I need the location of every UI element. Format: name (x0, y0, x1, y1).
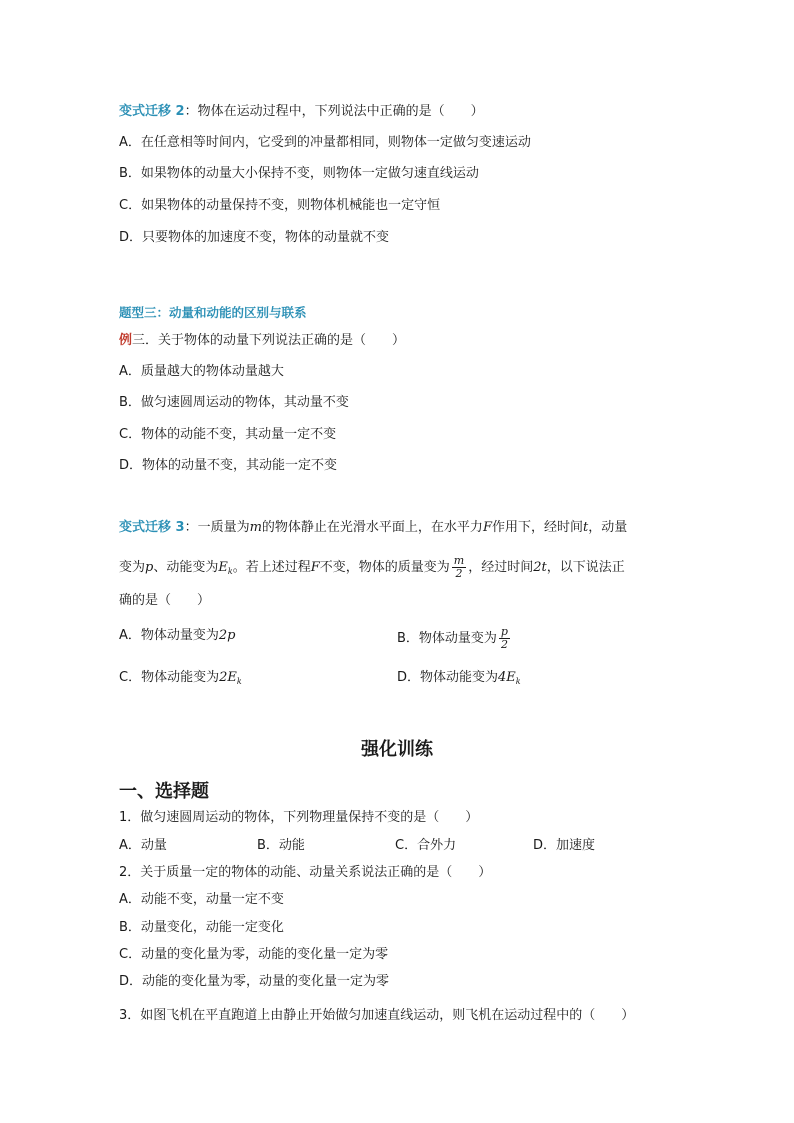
option-b: B．做匀速圆周运动的物体，其动量不变 (119, 395, 349, 410)
option-c: C．物体的动能不变，其动量一定不变 (119, 427, 337, 442)
option-a: A．在任意相等时间内，它受到的冲量都相同，则物体一定做匀变速运动 (119, 135, 531, 150)
section-heading: 题型三：动量和动能的区别与联系 (119, 305, 307, 320)
question-v3-line3: 确的是（ ） (119, 593, 211, 608)
fraction-p-over-2: $\frac{p}{2}$ (500, 625, 508, 651)
question-v2-stem: 变式迁移 2：物体在运动过程中，下列说法中正确的是（ ） (119, 104, 484, 119)
question-1: 1．做匀速圆周运动的物体，下列物理量保持不变的是（ ） (119, 810, 479, 825)
option-d: D．物体动能变为$4E_k$ (397, 670, 521, 686)
question-v3-line2: 变为p、动能变为$E_k$。若上述过程F不变，物体的质量变为 $\frac{m}{2}$ ，经过时间2t，以下说法正 (119, 554, 625, 580)
question-label: 变式迁移 3 (119, 520, 185, 535)
option-c: C．物体动能变为$2E_k$ (119, 670, 242, 686)
option-b: B．动量变化，动能一定变化 (119, 920, 284, 935)
option-a: A．质量越大的物体动量越大 (119, 364, 284, 379)
example-mark: 例 (119, 333, 133, 348)
option-c: C．合外力 (395, 838, 457, 853)
page-section-title: 强化训练 (361, 739, 433, 760)
question-label: 变式迁移 2 (119, 104, 185, 119)
section-heading: 一、选择题 (119, 781, 209, 802)
option-a: A．动量 (119, 838, 167, 853)
option-b: B．动能 (257, 838, 305, 853)
option-c: C．动量的变化量为零，动能的变化量一定为零 (119, 947, 389, 962)
option-d: D．加速度 (533, 838, 596, 853)
question-v3-line1: 变式迁移 3：一质量为m的物体静止在光滑水平面上，在水平力F作用下，经时间t，动量 (119, 520, 628, 535)
option-d: D．只要物体的加速度不变，物体的动量就不变 (119, 230, 390, 245)
option-c: C．如果物体的动量保持不变，则物体机械能也一定守恒 (119, 198, 441, 213)
option-a: A．物体动量变为2p (119, 628, 236, 643)
question-2: 2．关于质量一定的物体的动能、动量关系说法正确的是（ ） (119, 865, 492, 880)
option-b: B．如果物体的动量大小保持不变，则物体一定做匀速直线运动 (119, 166, 479, 181)
option-a: A．动能不变，动量一定不变 (119, 892, 284, 907)
option-d: D．物体的动量不变，其动能一定不变 (119, 458, 338, 473)
question-t3-stem: 例三．关于物体的动量下列说法正确的是（ ） (119, 333, 406, 348)
fraction-m-over-2: $\frac{m}{2}$ (453, 554, 465, 580)
question-3: 3．如图飞机在平直跑道上由静止开始做匀加速直线运动，则飞机在运动过程中的（ ） (119, 1008, 635, 1023)
option-d: D．动能的变化量为零，动量的变化量一定为零 (119, 974, 390, 989)
option-b: B．物体动量变为 $\frac{p}{2}$ (397, 625, 508, 651)
